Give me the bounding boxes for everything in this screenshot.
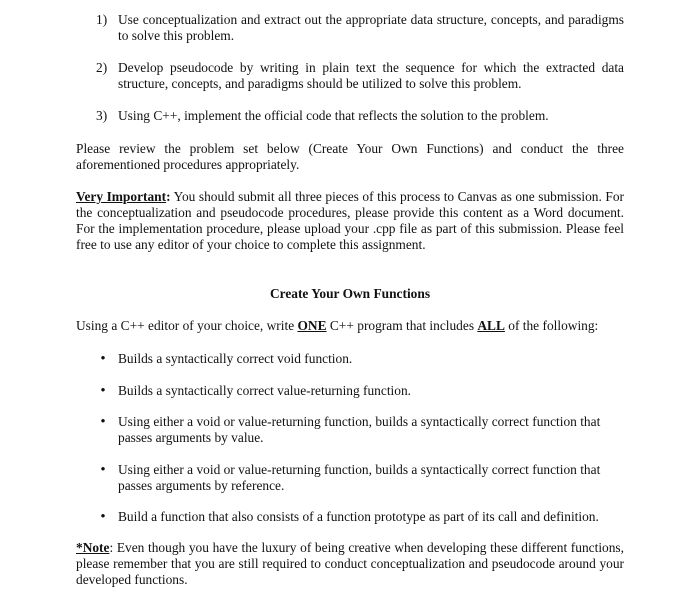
bullet-item-3 — [96, 414, 624, 446]
note-colon: : — [109, 540, 114, 555]
intro-one: ONE — [297, 318, 327, 333]
bullet-dot-icon: • — [100, 414, 106, 430]
step-1-text: Use conceptualization and extract out the appropriate data structure, concepts, and paradigms to solve this problem. — [118, 12, 624, 43]
step-3-number: 3) — [96, 108, 108, 123]
bullet-item-4 — [96, 462, 624, 494]
review-paragraph: Please review the problem set below (Create Your Own Functions) and conduct the three aforementioned procedures appropriately. — [76, 141, 624, 172]
bullet-dot-icon: • — [100, 462, 106, 478]
bullet-text: Build a function that also consists of a function prototype as part of its call and definition. — [118, 509, 599, 524]
bullet-text: Builds a syntactically correct value-returning function. — [118, 383, 412, 398]
bullet-text: Using either a void or value-returning function, builds a syntactically correct function that passes arguments by reference. — [118, 462, 601, 493]
bullet-text: Builds a syntactically correct void function. — [118, 351, 353, 366]
note-label: *Note — [76, 540, 110, 555]
bullet-item-2 — [96, 383, 624, 399]
step-1 — [96, 12, 624, 44]
bullet-dot-icon: • — [100, 351, 106, 367]
step-3-text: Using C++, implement the official code that reflects the solution to the problem. — [118, 108, 549, 123]
intro-middle: C++ program that includes — [326, 318, 478, 333]
step-2-number: 2) — [96, 60, 108, 75]
important-paragraph — [76, 189, 624, 253]
bullet-item-1 — [96, 351, 624, 367]
note-text: Even though you have the luxury of being creative when developing these different functions, please remember that you are still required to conduct conceptualization and pseudocode around your developed functions. — [76, 540, 624, 587]
important-text: You should submit all three pieces of this process to Canvas as one submission. For the conceptualization and pseudocode procedures, please provide this content as a Word document. For the implementation procedure, please upload your .cpp file as part of this submission. Please feel free to use any editor of your choice to complete this assignment. — [76, 189, 624, 252]
section-title: Create Your Own Functions — [269, 286, 431, 301]
bullet-dot-icon: • — [100, 383, 106, 399]
intro-paragraph — [76, 318, 624, 334]
intro-after: of the following: — [504, 318, 599, 333]
intro-all: ALL — [477, 318, 505, 333]
step-3 — [96, 108, 624, 124]
important-colon: : — [166, 189, 171, 204]
note-paragraph — [76, 540, 624, 588]
step-2-text: Develop pseudocode by writing in plain text the sequence for which the extracted data structure, concepts, and paradigms should be utilized to solve this problem. — [118, 60, 624, 91]
bullet-text: Using either a void or value-returning function, builds a syntactically correct function that passes arguments by value. — [118, 414, 601, 445]
step-2 — [96, 60, 624, 92]
bullet-dot-icon: • — [100, 509, 106, 525]
bullet-item-5 — [96, 509, 624, 525]
intro-before: Using a C++ editor of your choice, write — [76, 318, 298, 333]
important-label: Very Important — [76, 189, 167, 204]
step-1-number: 1) — [96, 12, 108, 27]
